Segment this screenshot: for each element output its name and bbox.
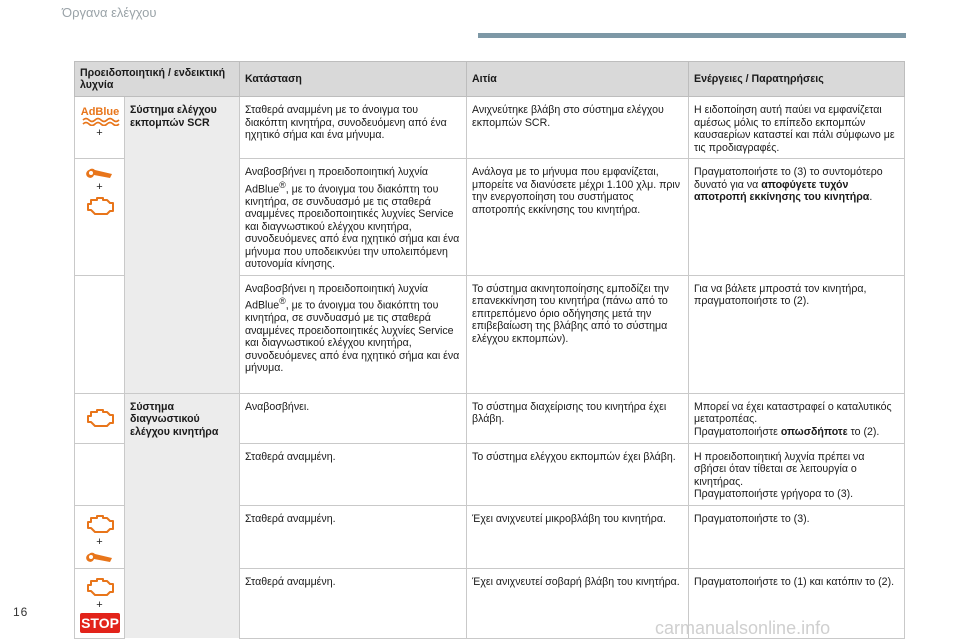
table-header-row [75,62,905,97]
engine-icon [85,576,115,598]
warning-lamp-table [74,61,905,639]
stop-icon [80,613,120,633]
lamp-cell [75,275,125,393]
state-cell: Σταθερά αναμμένη. [240,568,467,638]
table-row [75,97,905,159]
header-action: Ενέργειες / Παρατηρήσεις [689,62,905,97]
engine-icon [85,513,115,535]
action-cell [689,393,905,443]
lamp-cell [75,159,125,276]
state-cell [240,275,467,393]
page-number: 16 [13,605,29,619]
registered-mark: ® [279,296,286,307]
cause-cell: Έχει ανιχνευτεί σοβαρή βλάβη του κινητήρα. [467,568,689,638]
action-cell: Πραγματοποιήστε το (1) και κατόπιν το (2). [689,568,905,638]
cause-cell: Το σύστημα ελέγχου εκπομπών έχει βλάβη. [467,443,689,505]
stop-text: STOP [80,614,119,631]
header-accent-bar [478,33,906,38]
registered-mark: ® [279,179,286,190]
adblue-logo-text: AdBlue [80,106,119,118]
plus-sign: + [96,535,103,548]
lamp-cell [75,568,125,638]
state-cell [240,159,467,276]
engine-icon [85,407,115,429]
lamp-cell [75,97,125,159]
state-cell: Αναβοσβήνει. [240,393,467,443]
cause-cell: Το σύστημα ακινητοποίησης εμποδίζει την επανεκκίνηση του κινητήρα (πάνω από το επιτρεπόμενο όριο οδήγησης μετά την επιβεβαίωση της βλάβης από το σύστημα ελέγχου εκπομπών). [467,275,689,393]
engine-icon [85,195,115,217]
cause-cell: Ανάλογα με το μήνυμα που εμφανίζεται, μπορείτε να διανύσετε μέχρι 1.100 χλμ. πριν την ενεργοποίηση του συστήματος αποτροπής εκκίνησης του κινητήρα. [467,159,689,276]
section-title: Όργανα ελέγχου [62,5,157,20]
system-name-engine-diagnostic: Σύστημα διαγνωστικού ελέγχου κινητήρα [125,393,240,638]
table-row [75,393,905,443]
cause-cell: Το σύστημα διαχείρισης του κινητήρα έχει βλάβη. [467,393,689,443]
plus-sign: + [96,181,103,193]
state-text-a: Αναβοσβήνει η προειδοποιητική λυχνία AdBlue [245,282,429,312]
adblue-icon [77,104,123,126]
action-text-b: . [869,191,873,203]
header-lamp: Προειδοποιητική / ενδεικτική λυχνία [75,62,240,97]
action-text-a: Η προειδοποιητική λυχνία πρέπει να σβήσει όταν τίθεται σε λειτουργία ο κινητήρας. [694,450,865,488]
wrench-icon [86,166,114,180]
action-cell [689,443,905,505]
action-text-bold: οπωσδήποτε [780,425,848,438]
state-cell: Σταθερά αναμμένη με το άνοιγμα του διακόπτη κινητήρα, συνοδευόμενη από ένα ηχητικό σήμα και ένα μήνυμα. [240,97,467,159]
plus-sign: + [96,598,103,611]
header-state: Κατάσταση [240,62,467,97]
action-text-c: το (2). [847,425,880,438]
cause-cell: Έχει ανιχνευτεί μικροβλάβη του κινητήρα. [467,505,689,568]
cause-cell: Ανιχνεύτηκε βλάβη στο σύστημα ελέγχου εκπομπών SCR. [467,97,689,159]
watermark: carmanualsonline.info [655,618,831,638]
state-text-b: , με το άνοιγμα του διακόπτη του κινητήρα, σε συνδυασμό με τις σταθερά αναμμένες προειδοποιητικές λυχνίες Service και διαγνωστικού ελέγχου κινητήρα, συνοδευόμενες από ένα ηχητικό σήμα και ένα μήνυμα. [245,299,460,375]
action-text-b: Πραγματοποιήστε γρήγορα το (3). [694,488,854,501]
wrench-icon [86,550,114,564]
plus-sign: + [96,127,103,139]
state-cell: Σταθερά αναμμένη. [240,505,467,568]
lamp-cell [75,393,125,443]
action-cell: Για να βάλετε μπροστά τον κινητήρα, πραγματοποιήστε το (2). [689,275,905,393]
action-text-a: Μπορεί να έχει καταστραφεί ο καταλυτικός μετατροπέας. [694,400,892,426]
lamp-cell [75,505,125,568]
state-text-b: , με το άνοιγμα του διακόπτη του κινητήρα, σε συνδυασμό με τις σταθερά αναμμένες προειδοποιητικές λυχνίες Service και διαγνωστικού ελέγχου κινητήρα, συνοδευόμενες από ένα ηχητικό σήμα και ένα μήνυμα που υποδεικνύει την υπολειπόμενη αυτονομία κίνησης. [245,183,460,271]
system-name-scr: Σύστημα ελέγχου εκπομπών SCR [125,97,240,394]
header-cause: Αιτία [467,62,689,97]
action-cell: Η ειδοποίηση αυτή παύει να εμφανίζεται αμέσως μόλις το επίπεδο εκπομπών καυσαερίων καταστεί και πάλι σύμφωνο με τις προδιαγραφές. [689,97,905,159]
state-cell: Σταθερά αναμμένη. [240,443,467,505]
action-text-bold: αποφύγετε τυχόν αποτροπή εκκίνησης του κινητήρα [694,178,870,203]
lamp-cell [75,443,125,505]
action-text-a: Πραγματοποιήστε το (3) το συντομότερο δυνατό για να [694,166,883,191]
action-text-b: Πραγματοποιήστε [694,425,781,438]
action-cell [689,159,905,276]
state-text-a: Αναβοσβήνει η προειδοποιητική λυχνία AdBlue [245,166,429,196]
action-cell: Πραγματοποιήστε το (3). [689,505,905,568]
